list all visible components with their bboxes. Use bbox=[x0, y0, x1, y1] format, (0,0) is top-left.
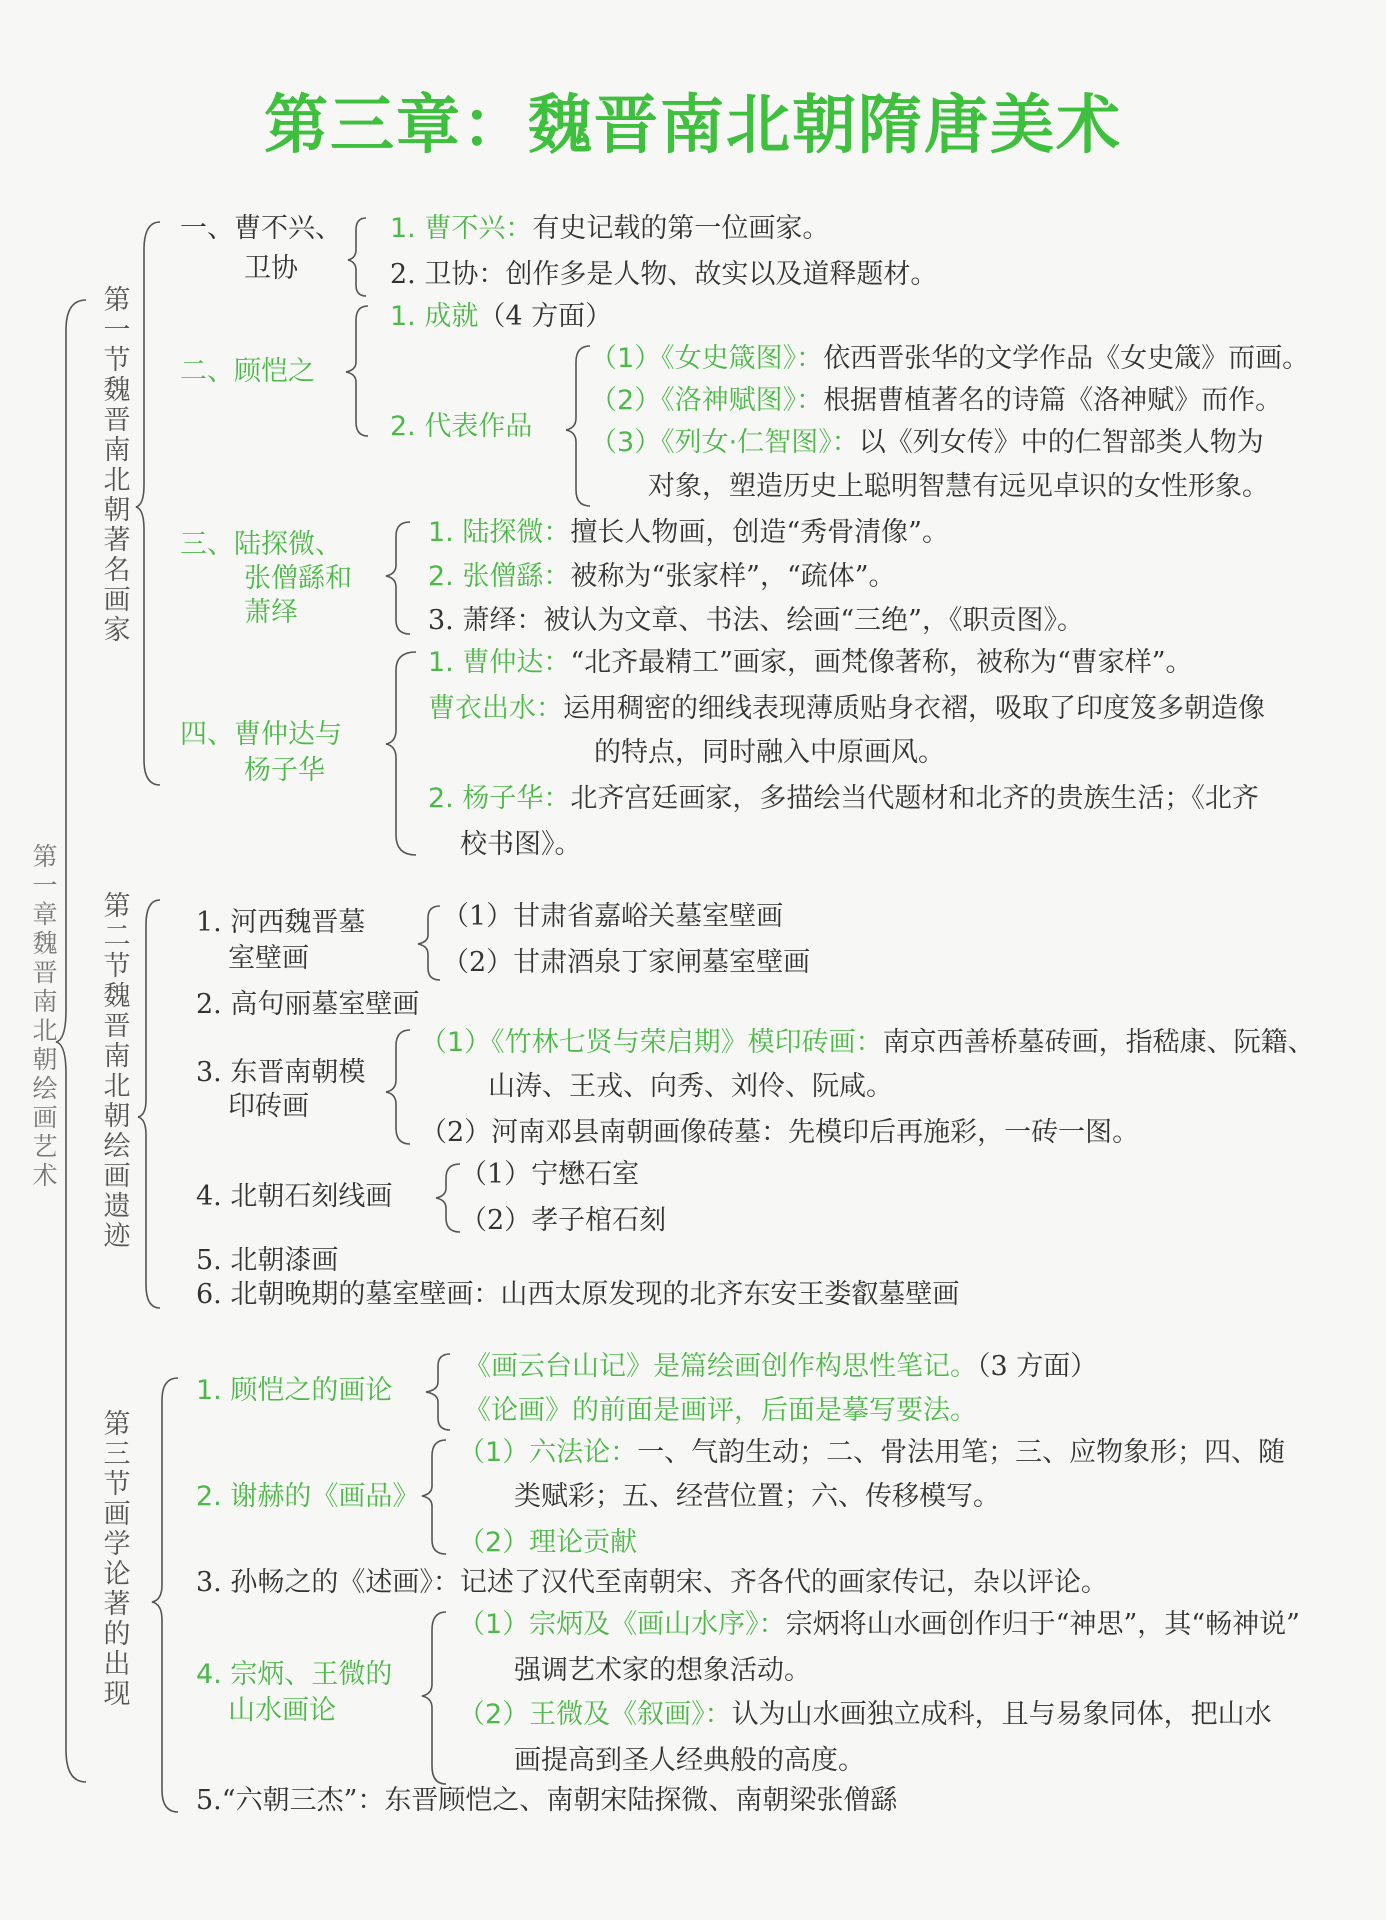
theory-4-line-2: 山水画论 bbox=[228, 1695, 336, 1726]
group-4-heading-line-1: 四、曹仲达与 bbox=[180, 719, 342, 750]
section-3-brace bbox=[152, 1378, 178, 1812]
work-3: （3）《列女·仁智图》：以《列女传》中的仁智部类人物为 bbox=[590, 427, 1264, 458]
remains-5: 5. 北朝漆画 bbox=[196, 1245, 339, 1276]
group-1-item-1: 1. 曹不兴：有史记载的第一位画家。 bbox=[390, 213, 830, 244]
remains-1-sub-1: （1）甘肃省嘉峪关墓室壁画 bbox=[442, 901, 784, 932]
page-title: 第三章：魏晋南北朝隋唐美术 bbox=[264, 89, 1122, 163]
group-4-item-3-continued: 校书图》。 bbox=[460, 829, 582, 860]
group-3-heading-line-2: 张僧繇和 bbox=[244, 563, 352, 594]
theory-2-sub-1-continued: 类赋彩；五、经营位置；六、传移模写。 bbox=[514, 1481, 1000, 1512]
remains-3-sub-2: （2）河南邓县南朝画像砖墓：先模印后再施彩，一砖一图。 bbox=[420, 1117, 1140, 1148]
remains-3-sub-1-continued: 山涛、王戎、向秀、刘伶、阮咸。 bbox=[488, 1071, 893, 1102]
remains-1-line-1: 1. 河西魏晋墓 bbox=[196, 907, 366, 938]
remains-1-sub-2: （2）甘肃酒泉丁家闸墓室壁画 bbox=[442, 947, 811, 978]
group-4-item-1: 1. 曹仲达：“北齐最精工”画家，画梵像著称，被称为“曹家样”。 bbox=[428, 647, 1193, 678]
remains-6: 6. 北朝晚期的墓室壁画：山西太原发现的北齐东安王娄叡墓壁画 bbox=[196, 1279, 960, 1310]
theory-1: 1. 顾恺之的画论 bbox=[196, 1375, 393, 1406]
theory-1-sub-1: 《画云台山记》是篇绘画创作构思性笔记。（3 方面） bbox=[464, 1351, 1098, 1382]
remains-1-line-2: 室壁画 bbox=[228, 943, 309, 974]
theory-4-sub-2: （2）王微及《叙画》：认为山水画独立成科，且与易象同体，把山水 bbox=[458, 1699, 1272, 1730]
remains-2: 2. 高句丽墓室壁画 bbox=[196, 989, 420, 1020]
group-4-heading-line-2: 杨子华 bbox=[244, 755, 325, 786]
group-2-item-1: 1. 成就（4 方面） bbox=[390, 301, 613, 332]
remains-4-sub-2: （2）孝子棺石刻 bbox=[460, 1205, 667, 1236]
group-4-item-3: 2. 杨子华：北齐宫廷画家，多描绘当代题材和北齐的贵族生活；《北齐 bbox=[428, 783, 1259, 814]
section-1-label: 第一节 魏晋南北朝著名画家 bbox=[103, 285, 131, 646]
theory-3: 3. 孙畅之的《述画》：记述了汉代至南朝宋、齐各代的画家传记，杂以评论。 bbox=[196, 1567, 1108, 1598]
group-3-item-1: 1. 陆探微：擅长人物画，创造“秀骨清像”。 bbox=[428, 517, 949, 548]
group-2-heading: 二、顾恺之 bbox=[180, 356, 315, 387]
theory-4-sub-1-continued: 强调艺术家的想象活动。 bbox=[514, 1655, 811, 1686]
remains-3-line-1: 3. 东晋南朝模 bbox=[196, 1057, 366, 1088]
group-4-item-2-continued: 的特点，同时融入中原画风。 bbox=[594, 737, 945, 768]
group-2-item-2: 2. 代表作品 bbox=[390, 411, 533, 442]
section-1-brace bbox=[136, 222, 160, 785]
remains-3-sub-1: （1）《竹林七贤与荣启期》模印砖画：南京西善桥墓砖画，指嵇康、阮籍、 bbox=[420, 1027, 1315, 1058]
theory-4-sub-2-continued: 画提高到圣人经典般的高度。 bbox=[514, 1745, 865, 1776]
section-3-label: 第三节 画学论著的出现 bbox=[103, 1409, 131, 1710]
group-1-heading-line-2: 卫协 bbox=[244, 253, 298, 284]
group-1-item-2: 2. 卫协：创作多是人物、故实以及道释题材。 bbox=[390, 259, 938, 290]
group-3-item-2: 2. 张僧繇：被称为“张家样”，“疏体”。 bbox=[428, 561, 896, 592]
remains-4: 4. 北朝石刻线画 bbox=[196, 1181, 393, 1212]
theory-5: 5.“六朝三杰”：东晋顾恺之、南朝宋陆探微、南朝梁张僧繇 bbox=[196, 1785, 898, 1816]
section-2-brace bbox=[138, 900, 160, 1308]
theory-4-line-1: 4. 宗炳、王微的 bbox=[196, 1659, 393, 1690]
group-3-heading-line-3: 萧绎 bbox=[244, 597, 298, 628]
work-2: （2）《洛神赋图》：根据曹植著名的诗篇《洛神赋》而作。 bbox=[590, 385, 1283, 416]
theory-1-sub-2: 《论画》的前面是画评，后面是摹写要法。 bbox=[464, 1395, 977, 1426]
group-3-item-3: 3. 萧绎：被认为文章、书法、绘画“三绝”，《职贡图》。 bbox=[428, 605, 1084, 636]
work-1: （1）《女史箴图》：依西晋张华的文学作品《女史箴》而画。 bbox=[590, 343, 1310, 374]
theory-2-sub-1: （1）六法论：一、气韵生动；二、骨法用笔；三、应物象形；四、随 bbox=[458, 1437, 1286, 1468]
group-1-heading-line-1: 一、曹不兴、 bbox=[180, 213, 342, 244]
group-4-item-2: 曹衣出水：运用稠密的细线表现薄质贴身衣褶，吸取了印度笈多朝造像 bbox=[428, 693, 1265, 724]
work-3-continued: 对象，塑造历史上聪明智慧有远见卓识的女性形象。 bbox=[648, 471, 1269, 502]
section-2-label: 第二节 魏晋南北朝绘画遗迹 bbox=[103, 891, 131, 1252]
remains-4-sub-1: （1）宁懋石室 bbox=[460, 1159, 640, 1190]
theory-2: 2. 谢赫的《画品》 bbox=[196, 1481, 420, 1512]
theory-2-sub-2: （2）理论贡献 bbox=[458, 1527, 638, 1558]
group-3-heading-line-1: 三、陆探微、 bbox=[180, 529, 342, 560]
chapter-label: 第一章 魏晋南北朝绘画艺术 bbox=[32, 842, 58, 1190]
remains-3-line-2: 印砖画 bbox=[228, 1091, 309, 1122]
theory-4-sub-1: （1）宗炳及《画山水序》：宗炳将山水画创作归于“神思”，其“畅神说” bbox=[458, 1609, 1300, 1640]
